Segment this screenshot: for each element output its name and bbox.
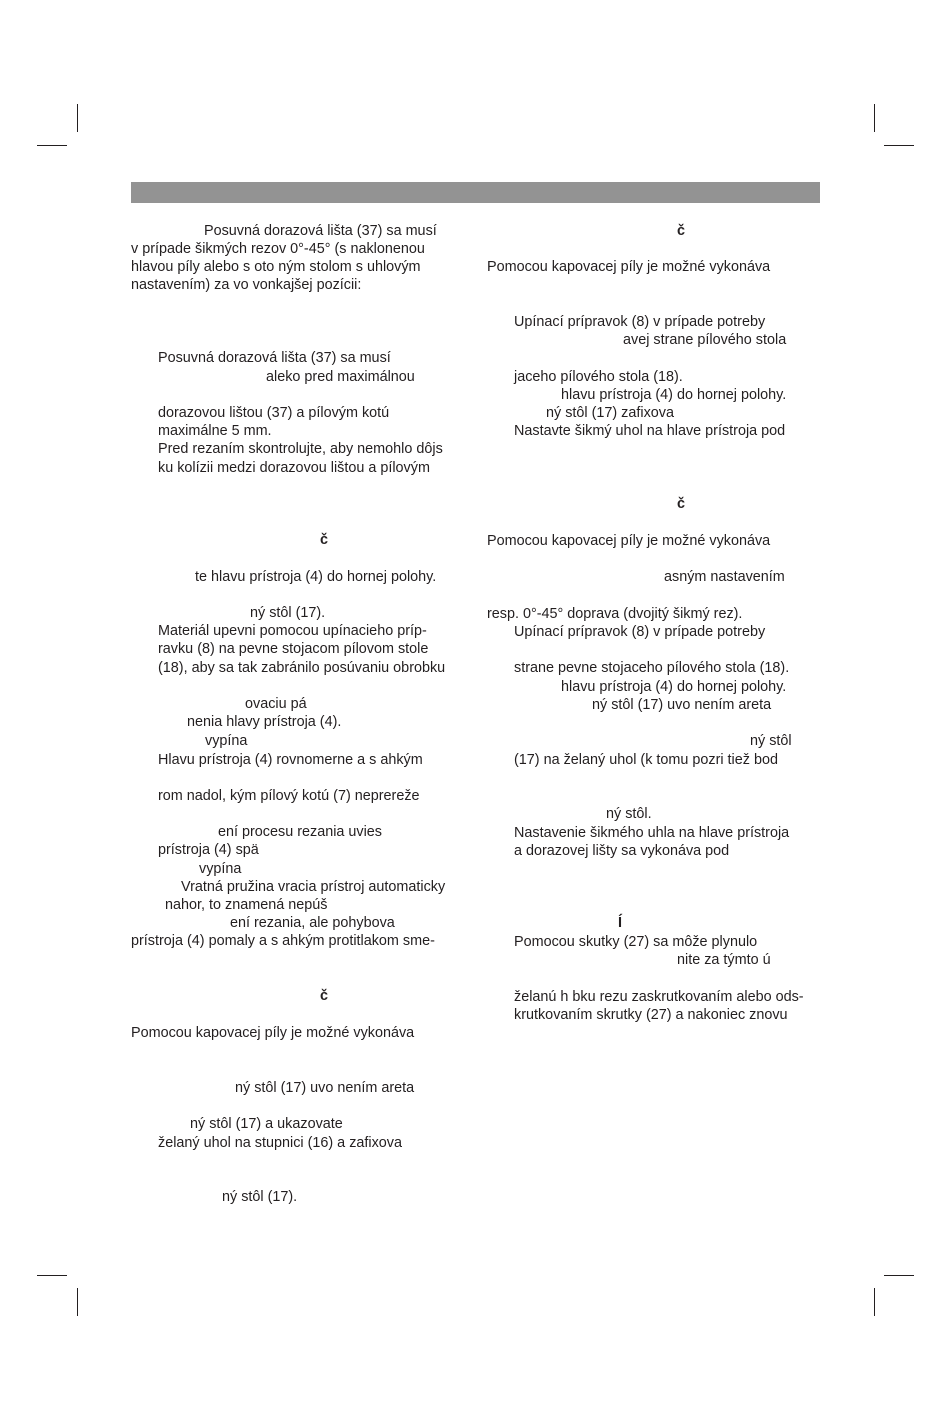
text-line: ný stôl (17).: [222, 1189, 298, 1205]
crop-mark-top-right-horizontal: [884, 145, 914, 146]
text-line: (17) na želaný uhol (k tomu pozri tiež bod: [514, 752, 778, 768]
text-line: nastavením) za vo vonkajšej pozícii:: [131, 277, 362, 293]
text-line: Upínací prípravok (8) v prípade potreby: [514, 314, 766, 330]
text-line: Upínací prípravok (8) v prípade potreby: [514, 624, 766, 640]
text-line: hlavou píly alebo s oto ným stolom s uhlovým: [131, 259, 421, 275]
section-heading: Í: [618, 915, 622, 931]
text-line: ku kolízii medzi dorazovou lištou a pílovým: [158, 460, 430, 476]
text-line: Posuvná dorazová lišta (37) sa musí: [158, 350, 391, 366]
text-line: ení procesu rezania uvies: [218, 824, 382, 840]
text-line: Nastavenie šikmého uhla na hlave prístroja: [514, 825, 790, 841]
crop-mark-bottom-right-vertical: [874, 1288, 875, 1316]
text-line: dorazovou lištou (37) a pílovým kotú: [158, 405, 390, 421]
text-line: nenia hlavy prístroja (4).: [187, 714, 342, 730]
text-line: maximálne 5 mm.: [158, 423, 272, 439]
section-heading: č: [677, 223, 686, 239]
text-line: ravku (8) na pevne stojacom pílovom stole: [158, 641, 429, 657]
text-line: Pomocou kapovacej píly je možné vykonáva: [487, 533, 771, 549]
text-line: te hlavu prístroja (4) do hornej polohy.: [195, 569, 437, 585]
text-line: ný stôl.: [606, 806, 652, 822]
crop-mark-bottom-right-horizontal: [884, 1275, 914, 1276]
crop-mark-top-left-horizontal: [37, 145, 67, 146]
text-line: hlavu prístroja (4) do hornej polohy.: [561, 387, 787, 403]
text-line: avej strane pílového stola: [623, 332, 787, 348]
text-line: ný stôl (17) zafixova: [546, 405, 674, 421]
text-line: a dorazovej lišty sa vykonáva pod: [514, 843, 730, 859]
text-line: strane pevne stojaceho pílového stola (18).: [514, 660, 790, 676]
text-line: Pomocou kapovacej píly je možné vykonáva: [487, 259, 771, 275]
text-line: krutkovaním skrutky (27) a nakoniec znovu: [514, 1007, 788, 1023]
text-line: ovaciu pá: [245, 696, 307, 712]
text-line: ení rezania, ale pohybova: [230, 915, 395, 931]
text-line: ný stôl (17) uvo nením areta: [235, 1080, 415, 1096]
text-line: v prípade šikmých rezov 0°-45° (s naklonenou: [131, 241, 425, 257]
text-line: jaceho pílového stola (18).: [514, 369, 683, 385]
text-line: vypína: [199, 861, 242, 877]
text-line: ný stôl (17).: [250, 605, 326, 621]
text-line: Nastavte šikmý uhol na hlave prístroja pod: [514, 423, 786, 439]
text-line: želaný uhol na stupnici (16) a zafixova: [158, 1135, 402, 1151]
text-line: nite za týmto ú: [677, 952, 771, 968]
text-line: prístroja (4) spä: [158, 842, 259, 858]
text-line: Posuvná dorazová lišta (37) sa musí: [204, 223, 437, 239]
text-line: prístroja (4) pomaly a s ahkým protitlakom sme-: [131, 933, 435, 949]
text-line: aleko pred maximálnou: [266, 369, 415, 385]
crop-mark-top-left-vertical: [77, 104, 78, 132]
text-line: asným nastavením: [664, 569, 785, 585]
crop-mark-top-right-vertical: [874, 104, 875, 132]
text-line: Hlavu prístroja (4) rovnomerne a s ahkým: [158, 752, 423, 768]
text-line: ný stôl: [750, 733, 792, 749]
section-header-bar: [131, 182, 820, 203]
text-line: Materiál upevni pomocou upínacieho príp-: [158, 623, 427, 639]
text-line: vypína: [205, 733, 248, 749]
text-line: hlavu prístroja (4) do hornej polohy.: [561, 679, 787, 695]
text-line: Pomocou skutky (27) sa môže plynulo: [514, 934, 758, 950]
crop-mark-bottom-left-horizontal: [37, 1275, 67, 1276]
text-line: ný stôl (17) a ukazovate: [190, 1116, 343, 1132]
text-line: rom nadol, kým pílový kotú (7) neprereže: [158, 788, 420, 804]
text-line: želanú h bku rezu zaskrutkovaním alebo ods-: [514, 989, 804, 1005]
text-line: Vratná pružina vracia prístroj automaticky: [181, 879, 446, 895]
text-line: Pomocou kapovacej píly je možné vykonáva: [131, 1025, 415, 1041]
section-heading: č: [677, 496, 686, 512]
crop-mark-bottom-left-vertical: [77, 1288, 78, 1316]
section-heading: č: [320, 988, 329, 1004]
text-line: resp. 0°-45° doprava (dvojitý šikmý rez).: [487, 606, 743, 622]
section-heading: č: [320, 532, 329, 548]
text-line: nahor, to znamená nepúš: [165, 897, 328, 913]
text-line: (18), aby sa tak zabránilo posúvaniu obrobku: [158, 660, 446, 676]
text-line: Pred rezaním skontrolujte, aby nemohlo dôjs: [158, 441, 443, 457]
text-line: ný stôl (17) uvo nením areta: [592, 697, 772, 713]
